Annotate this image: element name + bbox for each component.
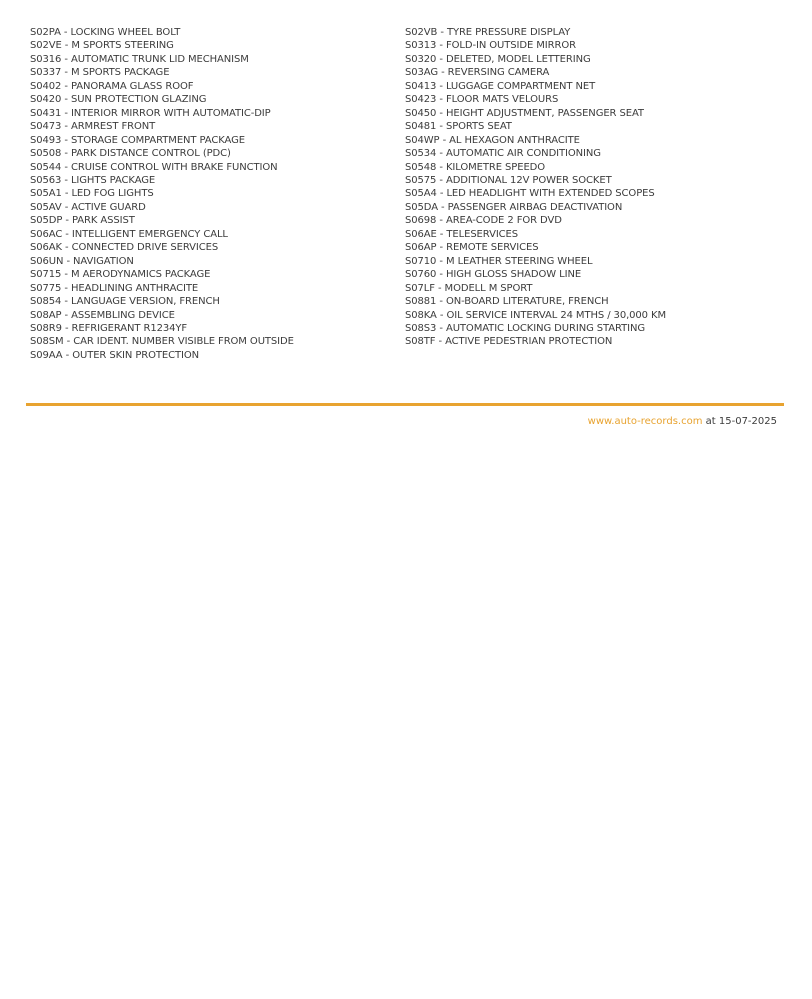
- option-item: S0548 - KILOMETRE SPEEDO: [405, 161, 546, 173]
- option-item: S08SM - CAR IDENT. NUMBER VISIBLE FROM OUTSIDE: [30, 336, 294, 348]
- option-item: S0473 - ARMREST FRONT: [30, 121, 156, 133]
- option-item: S0337 - M SPORTS PACKAGE: [30, 67, 170, 79]
- option-item: S0320 - DELETED, MODEL LETTERING: [405, 53, 591, 65]
- option-item: S08KA - OIL SERVICE INTERVAL 24 MTHS / 30,000 KM: [405, 309, 667, 321]
- option-item: S02PA - LOCKING WHEEL BOLT: [30, 27, 181, 38]
- option-item: S0854 - LANGUAGE VERSION, FRENCH: [30, 296, 220, 308]
- option-item: S0544 - CRUISE CONTROL WITH BRAKE FUNCTION: [30, 161, 278, 173]
- option-item: S0420 - SUN PROTECTION GLAZING: [30, 94, 207, 106]
- option-item: S05AV - ACTIVE GUARD: [30, 201, 146, 213]
- option-item: S08TF - ACTIVE PEDESTRIAN PROTECTION: [405, 336, 613, 348]
- option-item: S0493 - STORAGE COMPARTMENT PACKAGE: [30, 134, 245, 146]
- option-item: S05A1 - LED FOG LIGHTS: [30, 188, 154, 200]
- option-item: S0423 - FLOOR MATS VELOURS: [405, 94, 559, 106]
- option-item: S02VE - M SPORTS STEERING: [30, 40, 174, 52]
- option-item: S0575 - ADDITIONAL 12V POWER SOCKET: [405, 174, 612, 186]
- option-item: S0760 - HIGH GLOSS SHADOW LINE: [405, 269, 582, 281]
- option-item: S0413 - LUGGAGE COMPARTMENT NET: [405, 80, 596, 92]
- option-item: S0698 - AREA-CODE 2 FOR DVD: [405, 215, 562, 227]
- option-item: S05DA - PASSENGER AIRBAG DEACTIVATION: [405, 201, 623, 213]
- option-item: S09AA - OUTER SKIN PROTECTION: [30, 349, 200, 361]
- option-item: S0402 - PANORAMA GLASS ROOF: [30, 80, 194, 92]
- footer-date: at 15-07-2025: [702, 416, 777, 427]
- footer: [588, 416, 777, 427]
- option-item: S0450 - HEIGHT ADJUSTMENT, PASSENGER SEAT: [405, 107, 644, 119]
- option-item: S02VB - TYRE PRESSURE DISPLAY: [405, 27, 571, 38]
- option-item: S05A4 - LED HEADLIGHT WITH EXTENDED SCOPES: [405, 188, 655, 200]
- option-item: S0481 - SPORTS SEAT: [405, 121, 512, 133]
- option-item: S0431 - INTERIOR MIRROR WITH AUTOMATIC-DIP: [30, 107, 271, 119]
- option-item: S0881 - ON-BOARD LITERATURE, FRENCH: [405, 296, 609, 308]
- option-item: S07LF - MODELL M SPORT: [405, 282, 533, 294]
- option-item: S0316 - AUTOMATIC TRUNK LID MECHANISM: [30, 53, 249, 65]
- option-item: S0715 - M AERODYNAMICS PACKAGE: [30, 269, 211, 281]
- option-item: S04WP - AL HEXAGON ANTHRACITE: [405, 134, 580, 146]
- watermark-logo: otomoto: [10, 968, 103, 989]
- option-item: S0313 - FOLD-IN OUTSIDE MIRROR: [405, 40, 576, 52]
- footer-divider: [26, 403, 784, 406]
- option-item: S0534 - AUTOMATIC AIR CONDITIONING: [405, 148, 601, 160]
- footer-link[interactable]: www.auto-records.com: [587, 416, 703, 427]
- option-item: S08R9 - REFRIGERANT R1234YF: [30, 322, 188, 334]
- option-item: S06AK - CONNECTED DRIVE SERVICES: [30, 242, 219, 254]
- options-column-right: [405, 26, 790, 362]
- option-item: S0710 - M LEATHER STEERING WHEEL: [405, 255, 593, 267]
- options-list: [30, 26, 790, 362]
- option-item: S08AP - ASSEMBLING DEVICE: [30, 309, 175, 321]
- option-item: S06AC - INTELLIGENT EMERGENCY CALL: [30, 228, 228, 240]
- option-item: S06AP - REMOTE SERVICES: [405, 242, 539, 254]
- option-item: S05DP - PARK ASSIST: [30, 215, 135, 227]
- option-item: S0775 - HEADLINING ANTHRACITE: [30, 282, 199, 294]
- option-item: S0563 - LIGHTS PACKAGE: [30, 174, 156, 186]
- options-column-left: [30, 26, 405, 362]
- option-item: S08S3 - AUTOMATIC LOCKING DURING STARTING: [405, 322, 646, 334]
- option-item: S03AG - REVERSING CAMERA: [405, 67, 550, 79]
- option-item: S06UN - NAVIGATION: [30, 255, 134, 267]
- option-item: S06AE - TELESERVICES: [405, 228, 519, 240]
- option-item: S0508 - PARK DISTANCE CONTROL (PDC): [30, 148, 231, 160]
